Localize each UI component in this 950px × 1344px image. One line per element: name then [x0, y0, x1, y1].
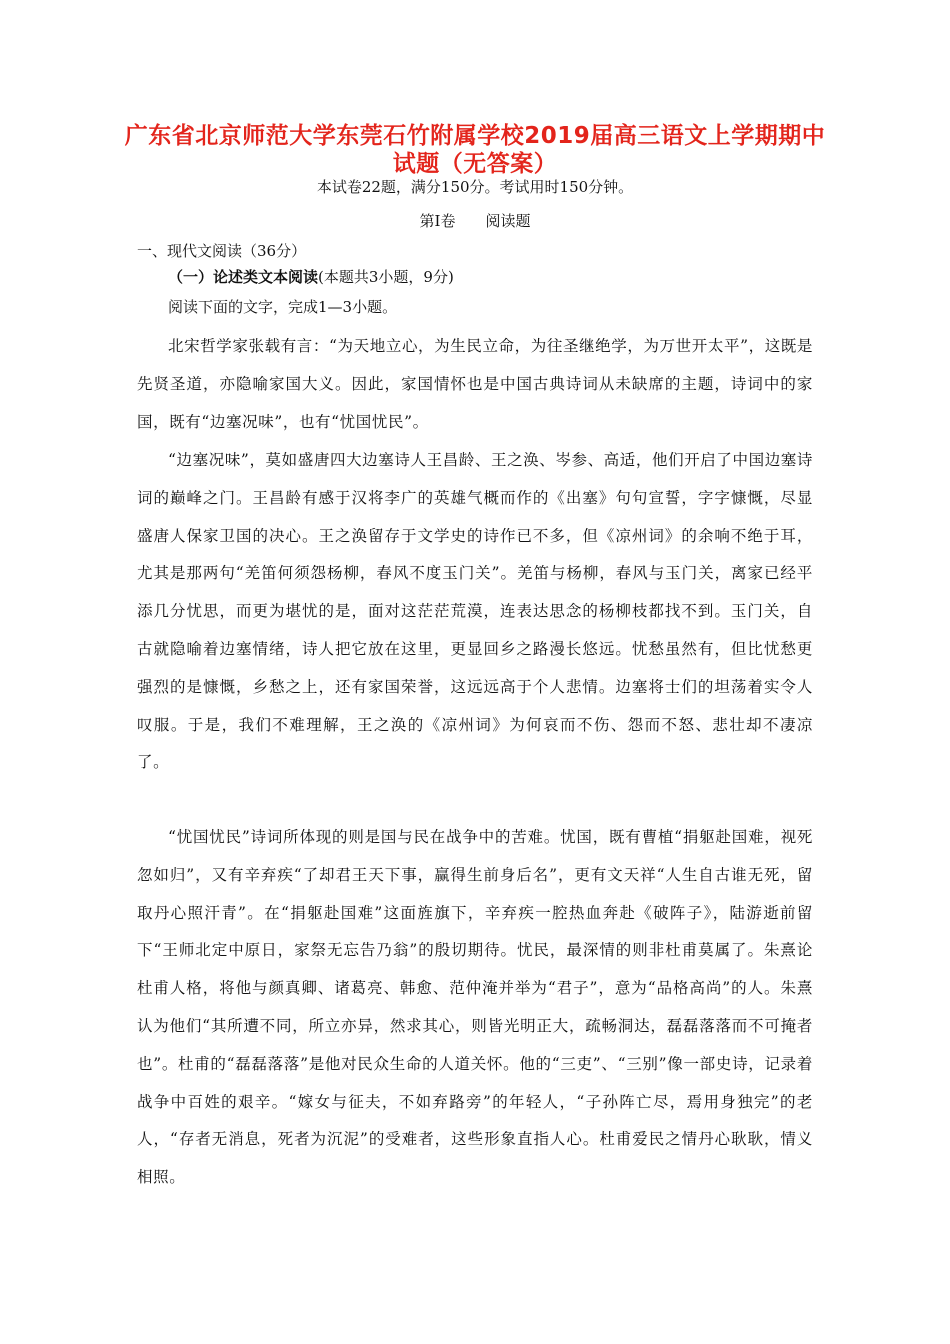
paragraph-3: “忧国忧民”诗词所体现的则是国与民在战争中的苦难。忧国，既有曹植“捐躯赴国难，视死忽如归”，又有辛弃疾“了却君王天下事，赢得生前身后名”，更有文天祥“人生自古谁无死，留取丹心照汗青”。在“捐躯赴国难”这面旌旗下，辛弃疾一腔热血奔赴《破阵子》，陆游逝前留下“王师北定中原日，家祭无忘告乃翁”的殷切期待。忧民，最深情的则非杜甫莫属了。朱熹论杜甫人格，将他与颜真卿、诸葛亮、韩愈、范仲淹并举为“君子”，意为“品格高尚”的人。朱熹认为他们“其所遭不同，所立亦异，然求其心，则皆光明正大，疏畅洞达，磊磊落落而不可掩者也”。杜甫的“磊磊落落”是他对民众生命的人道关怀。他的“三吏”、“三别”像一部史诗，记录着战争中百姓的艰辛。“嫁女与征夫，不如弃路旁”的年轻人，“子孙阵亡尽，焉用身独完”的老人，“存者无消息，死者为沉泥”的受难者，这些形象直指人心。杜甫爱民之情丹心耿耿，情义相照。: [137, 828, 813, 1187]
document-title-line-1: 广东省北京师范大学东莞石竹附属学校2019届高三语文上学期期中: [124, 123, 826, 149]
paragraph-1: 北宋哲学家张载有言：“为天地立心，为生民立命，为往圣继绝学，为万世开太平”，这既是先贤圣道，亦隐喻家国大义。因此，家国情怀也是中国古典诗词从未缺席的主题，诗词中的家国，既有“边塞况味”，也有“忧国忧民”。: [137, 337, 813, 431]
exam-info: 本试卷22题，满分150分。考试用时150分钟。: [316, 178, 634, 196]
volume-label: 第I卷 阅读题: [419, 212, 531, 230]
document-title-line-2: 试题（无答案）: [392, 151, 558, 177]
reading-instruction: 阅读下面的文字，完成1—3小题。: [168, 298, 398, 316]
section-heading: 一、现代文阅读（36分）: [137, 242, 307, 260]
subsection-heading-bold: （一）论述类文本阅读: [168, 268, 319, 286]
paragraph-2: “边塞况味”，莫如盛唐四大边塞诗人王昌龄、王之涣、岑参、高适，他们开启了中国边塞诗词的巅峰之门。王昌龄有感于汉将李广的英雄气概而作的《出塞》句句宣誓，字字慷慨，尽显盛唐人保家卫国的决心。王之涣留存于文学史的诗作已不多，但《凉州词》的余响不绝于耳，尤其是那两句“羌笛何须怨杨柳，春风不度玉门关”。羌笛与杨柳，春风与玉门关，离家已经平添几分忧思，而更为堪忧的是，面对这茫茫荒漠，连表达思念的杨柳枝都找不到。玉门关，自古就隐喻着边塞情绪，诗人把它放在这里，更显回乡之路漫长悠远。忧愁虽然有，但比忧愁更强烈的是慷慨，乡愁之上，还有家国荣誉，这远远高于个人悲情。边塞将士们的坦荡着实令人叹服。于是，我们不难理解，王之涣的《凉州词》为何哀而不伤、怨而不怒、悲壮却不凄凉了。: [137, 451, 813, 772]
subsection-heading-score: (本题共3小题，9分): [318, 268, 454, 286]
subsection-heading: [168, 266, 454, 288]
